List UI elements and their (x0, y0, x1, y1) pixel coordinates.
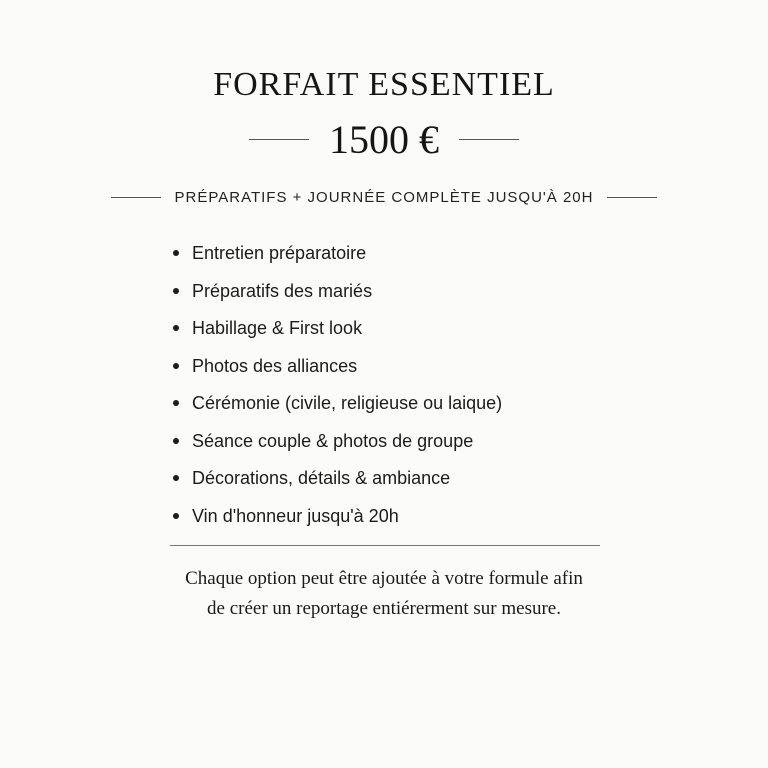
feature-label: Vin d'honneur jusqu'à 20h (192, 505, 399, 526)
feature-item (192, 464, 502, 502)
footer-note-line-2: de créer un reportage entiérerment sur mesure. (207, 598, 561, 619)
subtitle-left-rule (111, 197, 161, 198)
package-title: FORFAIT ESSENTIEL (213, 66, 555, 103)
bullet-icon (173, 363, 179, 369)
price-right-rule (459, 139, 519, 140)
subtitle-row (0, 186, 768, 208)
feature-item (192, 277, 502, 315)
bullet-icon (173, 438, 179, 444)
feature-item (192, 427, 502, 465)
section-divider (170, 545, 600, 546)
price-row (0, 114, 768, 164)
bullet-icon (173, 513, 179, 519)
subtitle-right-rule (607, 197, 657, 198)
package-subtitle: PRÉPARATIFS + JOURNÉE COMPLÈTE JUSQU'À 20H (174, 188, 594, 206)
feature-label: Décorations, détails & ambiance (192, 468, 451, 488)
footer-note (0, 564, 768, 624)
feature-label: Cérémonie (civile, religieuse ou laique) (192, 393, 503, 413)
feature-label: Habillage & First look (192, 318, 363, 338)
bullet-icon (173, 475, 179, 481)
feature-label: Préparatifs des mariés (192, 280, 373, 301)
bullet-icon (173, 325, 179, 331)
feature-item (192, 389, 502, 427)
bullet-icon (173, 400, 179, 406)
feature-label: Séance couple & photos de groupe (192, 430, 474, 451)
package-price: 1500 € (329, 116, 439, 162)
feature-label: Entretien préparatoire (192, 243, 367, 263)
feature-item (192, 314, 502, 352)
bullet-icon (173, 250, 179, 256)
price-left-rule (249, 139, 309, 140)
bullet-icon (173, 288, 179, 294)
feature-item (192, 502, 502, 540)
footer-note-line-1: Chaque option peut être ajoutée à votre formule afin (185, 568, 583, 589)
feature-item (192, 352, 502, 390)
feature-item (192, 239, 502, 277)
feature-list (192, 239, 502, 539)
feature-label: Photos des alliances (192, 355, 358, 376)
